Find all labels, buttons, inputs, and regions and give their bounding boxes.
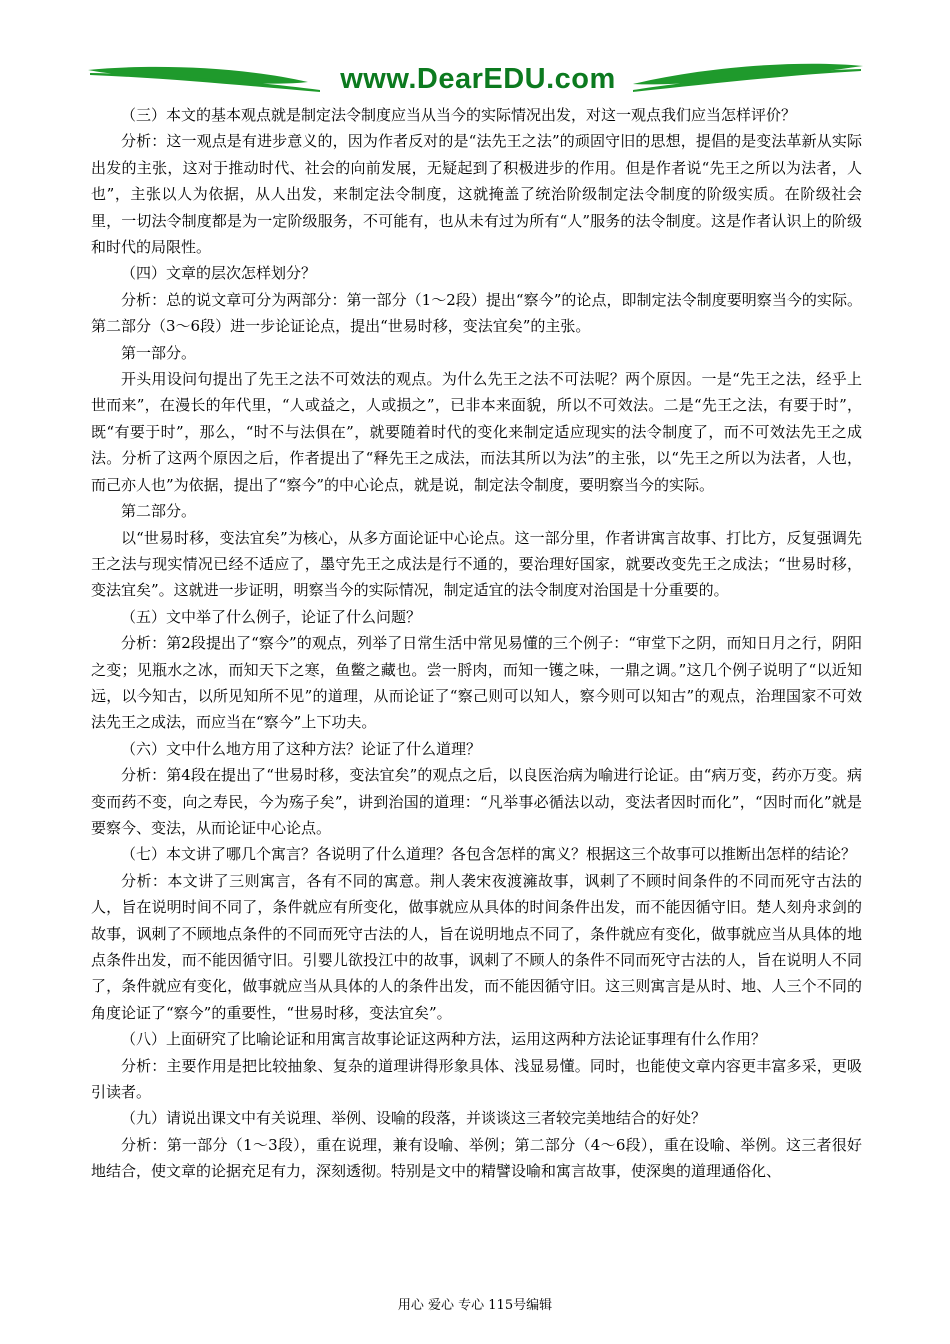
section-label-part-2: 第二部分。 (121, 502, 197, 521)
heading-question-4: （四）文章的层次怎样划分？ (121, 264, 317, 283)
site-logo-text: www.DearEDU.com (340, 63, 616, 95)
body-paragraph: 以“世易时移，变法宜矣”为核心，从多方面论证中心论点。这一部分里，作者讲寓言故事、打比方，反复强调先王之法与现实情况已经不适应了，墨守先王之成法是行不通的，要治理好国家，就要改变先王之成法；“世易时移，变法宜矣”。这就进一步证明，明察当今的实际情况，制定适宜的法令制度对治国是十分重要的。 (91, 528, 862, 600)
analysis-paragraph: 分析：本文讲了三则寓言，各有不同的寓意。荆人袭宋夜渡澭故事，讽刺了不顾时间条件的不同而死守古法的人，旨在说明时间不同了，条件就应有所变化，做事就应从具体的时间条件出发，而不能因循守旧。楚人刻舟求剑的故事，讽刺了不顾地点条件的不同而死守古法的人，旨在说明地点不同了，条件就应有变化，做事就应当从具体的地点条件出发，而不能因循守旧。引婴儿欲投江中的故事，讽刺了不顾人的条件不同而死守古法的人，旨在说明人不同了，条件就应有变化，做事就应当从具体的人的条件出发，而不能因循守旧。这三则寓言是从时、地、人三个不同的角度论证了“察今”的重要性，“世易时移，变法宜矣”。 (91, 871, 862, 1022)
body-paragraph: 开头用设问句提出了先王之法不可效法的观点。为什么先王之法不可法呢？两个原因。一是“先王之法，经乎上世而来”，在漫长的年代里，“人或益之，人或损之”，已非本来面貌，所以不可效法。二是“先王之法，有要于时”，既“有要于时”，那么，“时不与法俱在”，就要随着时代的变化来制定适应现实的法令制度了，而不可效法先王之成法。分析了这两个原因之后，作者提出了“释先王之成法，而法其所以为法”的主张，以“先王之所以为法者，人也，而己亦人也”为依据，提出了“察今”的中心论点，就是说，制定法令制度，要明察当今的实际。 (91, 370, 862, 494)
analysis-paragraph: 分析：主要作用是把比较抽象、复杂的道理讲得形象具体、浅显易懂。同时，也能使文章内容更丰富多采，更吸引读者。 (91, 1056, 862, 1102)
analysis-paragraph: 分析：总的说文章可分为两部分：第一部分（1～2段）提出“察今”的论点，即制定法令制度要明察当今的实际。第二部分（3～6段）进一步论证论点，提出“世易时移，变法宜矣”的主张。 (91, 290, 862, 336)
right-swoosh (633, 64, 863, 85)
analysis-paragraph: 分析：第一部分（1～3段），重在说理，兼有设喻、举例；第二部分（4～6段），重在设喻、举例。这三者很好地结合，使文章的论据充足有力，深刻透彻。特别是文中的精譬设喻和寓言故事，使深奥的道理通俗化、 (91, 1135, 862, 1181)
heading-question-5: （五）文中举了什么例子，论证了什么问题？ (121, 607, 422, 626)
document-body (91, 102, 862, 1185)
analysis-paragraph: 分析：这一观点是有进步意义的，因为作者反对的是“法先王之法”的顽固守旧的思想，提倡的是变法革新从实际出发的主张，这对于推动时代、社会的向前发展，无疑起到了积极进步的作用。但是作者说“先王之所以为法者，人也”，主张以人为依据，从人出发，来制定法令制度，这就掩盖了统治阶级制定法令制度的阶级实质。在阶级社会里，一切法令制度都是为一定阶级服务，不可能有，也从未有过为所有“人”服务的法令制度。这是作者认识上的阶级和时代的局限性。 (91, 132, 862, 257)
section-label-part-1: 第一部分。 (121, 343, 197, 362)
analysis-paragraph: 分析：第2段提出了“察今”的观点，列举了日常生活中常见易懂的三个例子：“审堂下之阴，而知日月之行，阴阳之变；见瓶水之冰，而知天下之寒，鱼鳖之藏也。尝一脟肉，而知一镬之味，一鼎之调。”这几个例子说明了“以近知远，以今知古，以所见知所不见”的道理，从而论证了“察己则可以知人，察今则可以知古”的观点，治理国家不可效法先王之成法，而应当在“察今”上下功夫。 (91, 634, 862, 732)
heading-question-7: （七）本文讲了哪几个寓言？各说明了什么道理？各包含怎样的寓义？根据这三个故事可以推断出怎样的结论？ (121, 845, 857, 864)
heading-question-3: （三）本文的基本观点就是制定法令制度应当从当今的实际情况出发，对这一观点我们应当怎样评价？ (121, 106, 797, 124)
heading-question-8: （八）上面研究了比喻论证和用寓言故事论证这两种方法，运用这两种方法论证事理有什么作用？ (121, 1030, 767, 1049)
page-footer: 用心 爱心 专心 115号编辑 (397, 1298, 553, 1313)
heading-question-9: （九）请说出课文中有关说理、举例、设喻的段落，并谈谈这三者较完美地结合的好处？ (121, 1109, 707, 1128)
heading-question-6: （六）文中什么地方用了这种方法？论证了什么道理？ (121, 739, 482, 758)
analysis-paragraph: 分析：第4段在提出了“世易时移，变法宜矣”的观点之后，以良医治病为喻进行论证。由“病万变，药亦万变。病变而药不变，向之寿民，今为殇子矣”，讲到治国的道理：“凡举事必循法以动，变法者因时而化”，“因时而化”就是要察今、变法，从而论证中心论点。 (91, 766, 862, 837)
